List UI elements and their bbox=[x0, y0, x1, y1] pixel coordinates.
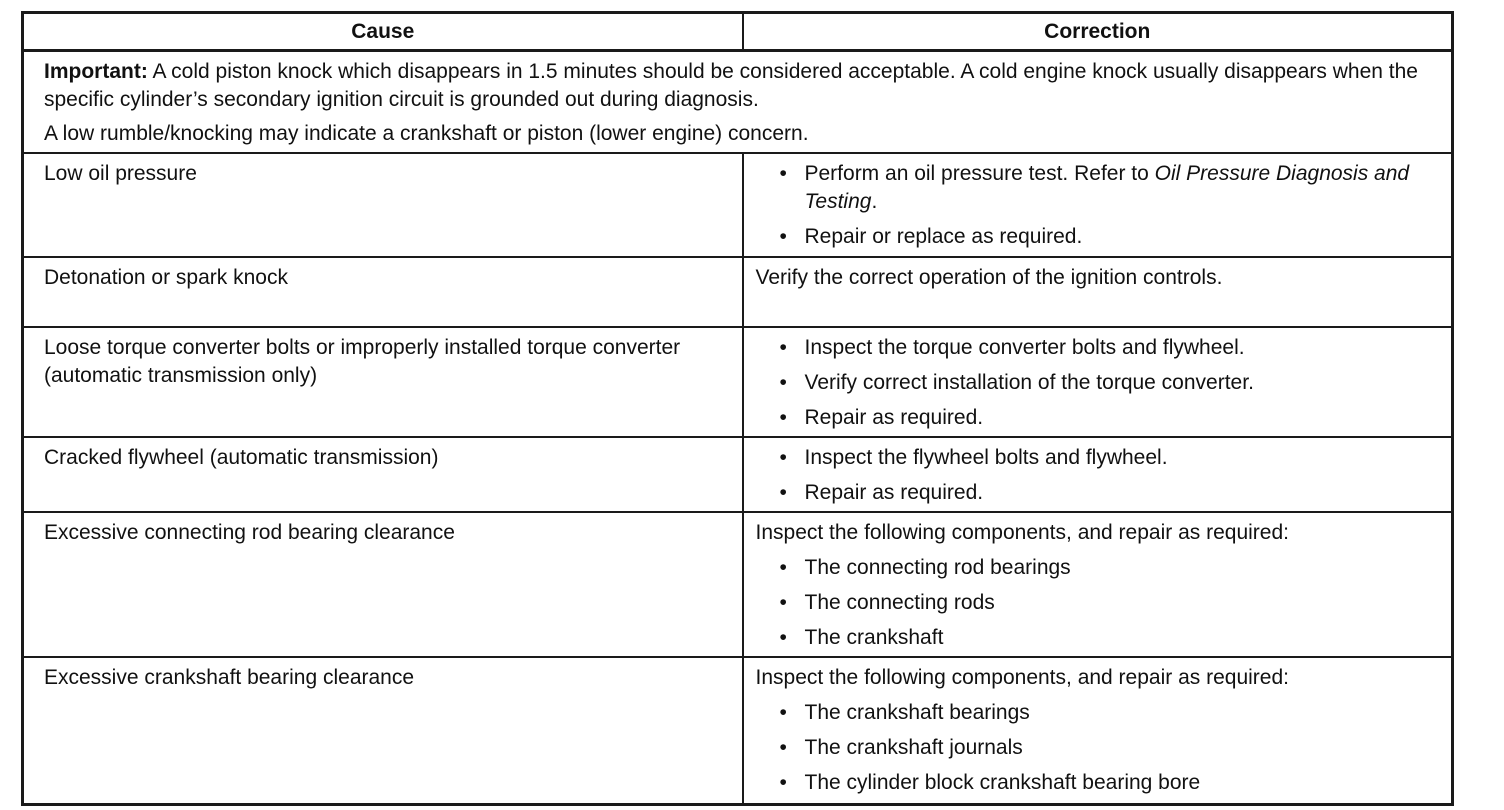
bullet-icon: • bbox=[779, 701, 787, 724]
correction-text: The crankshaft bbox=[804, 626, 944, 649]
correction-cell bbox=[743, 153, 1453, 257]
important-note bbox=[23, 51, 1453, 154]
correction-item bbox=[756, 160, 1440, 216]
cause-cell: Detonation or spark knock bbox=[23, 257, 743, 327]
correction-item bbox=[756, 699, 1440, 727]
cause-cell: Excessive connecting rod bearing clearance bbox=[23, 512, 743, 657]
correction-item bbox=[756, 554, 1440, 582]
table-row bbox=[23, 327, 1453, 437]
correction-text: Inspect the torque converter bolts and flywheel. bbox=[804, 336, 1245, 359]
correction-item bbox=[756, 334, 1440, 362]
cause-cell: Low oil pressure bbox=[23, 153, 743, 257]
bullet-icon: • bbox=[779, 371, 787, 394]
header-cause: Cause bbox=[23, 13, 743, 51]
note-label: Important: bbox=[44, 60, 148, 83]
correction-item bbox=[756, 479, 1440, 507]
correction-cell bbox=[743, 327, 1453, 437]
correction-item bbox=[756, 734, 1440, 762]
bullet-icon: • bbox=[779, 556, 787, 579]
correction-list bbox=[756, 554, 1440, 652]
correction-cell bbox=[743, 437, 1453, 512]
bullet-icon: • bbox=[779, 406, 787, 429]
table-row bbox=[23, 657, 1453, 805]
correction-text: Verify the correct operation of the ignition controls. bbox=[755, 266, 1223, 289]
bullet-icon: • bbox=[779, 736, 787, 759]
note-paragraph-1 bbox=[44, 58, 1431, 114]
correction-text: Repair or replace as required. bbox=[804, 225, 1083, 248]
reference-text: Oil Pressure Diagnosis and Testing bbox=[804, 162, 1410, 213]
bullet-icon: • bbox=[779, 771, 787, 794]
correction-item bbox=[756, 444, 1440, 472]
correction-intro: Inspect the following components, and repair as required: bbox=[755, 666, 1289, 689]
important-note-row bbox=[23, 51, 1453, 154]
correction-cell bbox=[743, 657, 1453, 805]
bullet-icon: • bbox=[779, 446, 787, 469]
correction-cell bbox=[743, 512, 1453, 657]
correction-item bbox=[756, 624, 1440, 652]
correction-text: Verify correct installation of the torque converter. bbox=[804, 371, 1254, 394]
correction-item bbox=[756, 404, 1440, 432]
cause-cell: Excessive crankshaft bearing clearance bbox=[23, 657, 743, 805]
table-row bbox=[23, 153, 1453, 257]
bullet-icon: • bbox=[779, 162, 787, 185]
header-row bbox=[23, 13, 1453, 51]
correction-text: The crankshaft bearings bbox=[804, 701, 1030, 724]
correction-text: Repair as required. bbox=[804, 406, 984, 429]
diagnostic-table bbox=[21, 11, 1454, 806]
correction-list bbox=[756, 699, 1440, 797]
note-paragraph-2: A low rumble/knocking may indicate a crankshaft or piston (lower engine) concern. bbox=[44, 122, 809, 145]
correction-item bbox=[756, 369, 1440, 397]
correction-list bbox=[756, 444, 1440, 507]
cause-cell: Cracked flywheel (automatic transmission) bbox=[23, 437, 743, 512]
correction-item bbox=[756, 589, 1440, 617]
correction-item bbox=[756, 223, 1440, 251]
table-row bbox=[23, 257, 1453, 327]
table-row bbox=[23, 512, 1453, 657]
correction-text: The crankshaft journals bbox=[804, 736, 1023, 759]
correction-text: The connecting rod bearings bbox=[804, 556, 1071, 579]
header-correction: Correction bbox=[743, 13, 1453, 51]
bullet-icon: • bbox=[779, 591, 787, 614]
correction-text: The cylinder block crankshaft bearing bore bbox=[804, 771, 1201, 794]
bullet-icon: • bbox=[779, 336, 787, 359]
correction-item bbox=[756, 769, 1440, 797]
bullet-icon: • bbox=[779, 225, 787, 248]
correction-intro: Inspect the following components, and repair as required: bbox=[755, 521, 1289, 544]
correction-list bbox=[756, 334, 1440, 432]
correction-cell bbox=[743, 257, 1453, 327]
correction-text: The connecting rods bbox=[804, 591, 995, 614]
table-row bbox=[23, 437, 1453, 512]
cause-cell: Loose torque converter bolts or improperly installed torque converter (automatic transmission only) bbox=[23, 327, 743, 437]
note-text: A cold piston knock which disappears in 1.5 minutes should be considered acceptable. A cold engine knock usually disappears when the specific cylinder’s secondary ignition circuit is grounded out during diagnosis. bbox=[44, 60, 1418, 111]
reference-tail: . bbox=[871, 190, 878, 213]
bullet-icon: • bbox=[779, 481, 787, 504]
correction-text: Perform an oil pressure test. Refer to bbox=[804, 162, 1155, 185]
bullet-icon: • bbox=[779, 626, 787, 649]
correction-text: Repair as required. bbox=[804, 481, 984, 504]
correction-text: Inspect the flywheel bolts and flywheel. bbox=[804, 446, 1168, 469]
correction-list bbox=[756, 160, 1440, 251]
